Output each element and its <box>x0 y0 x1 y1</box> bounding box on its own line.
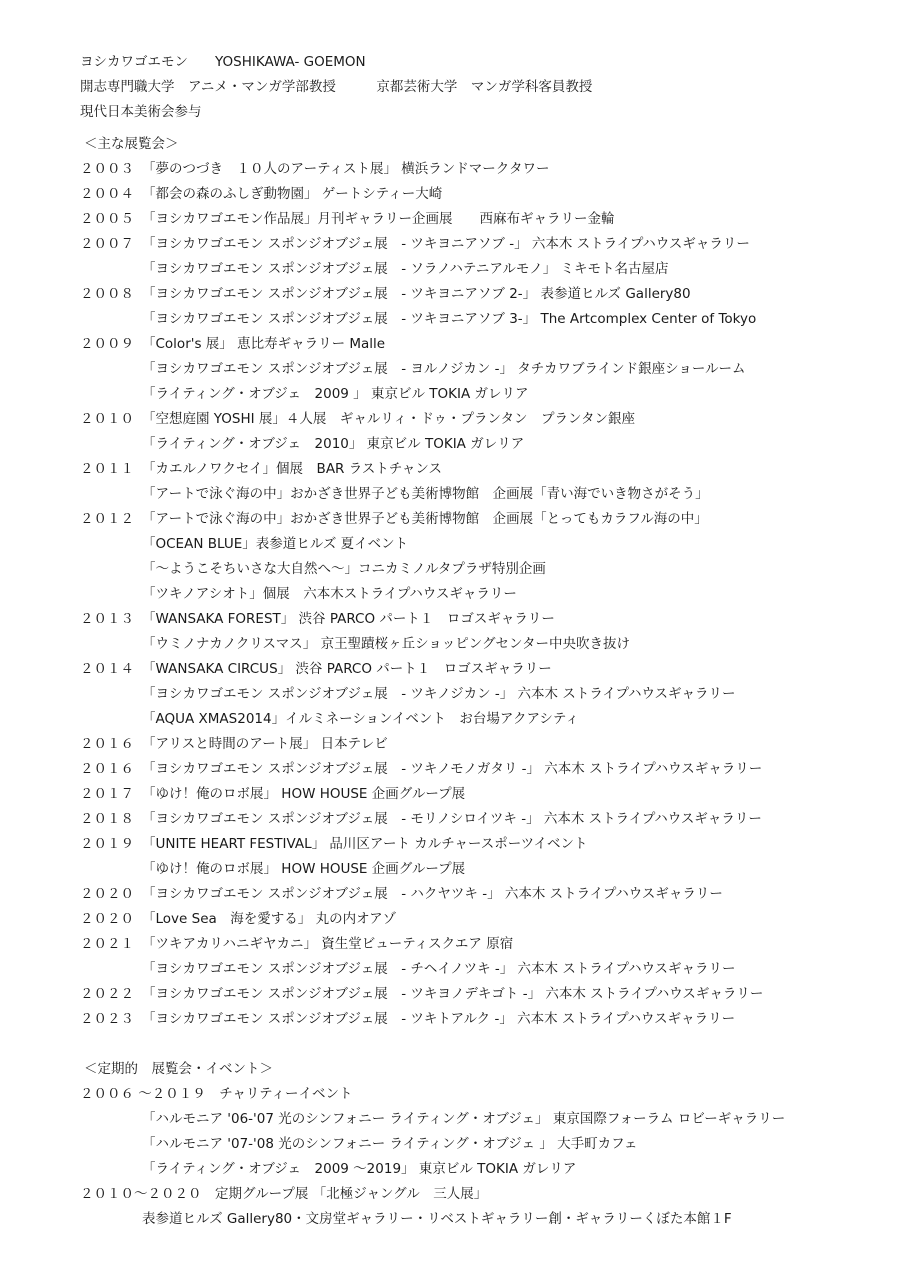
exhibition-text: 「UNITE HEART FESTIVAL」 品川区アート カルチャースポーツイベント <box>142 836 588 852</box>
exhibition-text: 「ライティング・オブジェ 2009 」 東京ビル TOKIA ガレリア <box>142 386 529 402</box>
exhibition-text: 「ゆけ！俺のロボ展」 HOW HOUSE 企画グループ展 <box>142 861 466 877</box>
exhibition-entry <box>80 882 763 907</box>
exhibition-text: 「ヨシカワゴエモン作品展」月刊ギャラリー企画展 西麻布ギャラリー金輪 <box>142 211 615 227</box>
artist-name: ヨシカワゴエモン YOSHIKAWA- GOEMON <box>80 54 366 70</box>
exhibition-text: 「都会の森のふしぎ動物園」 ゲートシティー大崎 <box>142 186 443 202</box>
exhibition-text: 「ヨシカワゴエモン スポンジオブジェ展 - ツキノモノガタリ -」 六本木 ストライプハウスギャラリー <box>142 761 763 777</box>
exhibition-entry <box>80 757 763 782</box>
exhibition-year <box>80 557 142 582</box>
exhibition-year <box>80 707 142 732</box>
exhibitions-list <box>80 157 763 1032</box>
exhibition-text: 「アートで泳ぐ海の中」おかざき世界子ども美術博物館 企画展「青い海でいき物さがそう」 <box>142 486 709 502</box>
exhibition-text: 「空想庭園 YOSHI 展」４人展 ギャルリィ・ドゥ・プランタン プランタン銀座 <box>142 411 635 427</box>
exhibition-year <box>80 857 142 882</box>
exhibition-entry <box>80 307 763 332</box>
exhibition-text: 「ヨシカワゴエモン スポンジオブジェ展 - ヨルノジカン -」 タチカワブラインド銀座ショールーム <box>142 361 746 377</box>
exhibition-text: 「ヨシカワゴエモン スポンジオブジェ展 - モリノシロイツキ -」 六本木 ストライプハウスギャラリー <box>142 811 762 827</box>
exhibition-entry <box>80 432 763 457</box>
exhibition-entry <box>80 207 763 232</box>
exhibition-entry <box>80 507 763 532</box>
exhibition-text: 「アートで泳ぐ海の中」おかざき世界子ども美術博物館 企画展「とってもカラフル海の中」 <box>142 511 708 527</box>
exhibition-year: ２０１３ <box>80 611 134 627</box>
exhibition-entry <box>80 807 763 832</box>
exhibition-year <box>80 482 142 507</box>
exhibition-year: ２０１９ <box>80 836 134 852</box>
exhibition-year: ２００５ <box>80 211 134 227</box>
exhibition-text: 「WANSAKA FOREST」 渋谷 PARCO パート１ ロゴスギャラリー <box>142 611 555 627</box>
exhibitions-title: ＜主な展覧会＞ <box>84 136 179 152</box>
exhibition-year: ２０１７ <box>80 786 134 802</box>
exhibition-text: 「ヨシカワゴエモン スポンジオブジェ展 - チヘイノツキ -」 六本木 ストライプハウスギャラリー <box>142 961 736 977</box>
exhibition-text: 「ヨシカワゴエモン スポンジオブジェ展 - ハクヤツキ -」 六本木 ストライプハウスギャラリー <box>142 886 723 902</box>
exhibition-entry <box>80 182 763 207</box>
exhibition-entry <box>80 407 763 432</box>
exhibition-year <box>80 532 142 557</box>
exhibition-text: 「ヨシカワゴエモン スポンジオブジェ展 - ツキヨニアソブ 3-」 The Artcomplex Center of Tokyo <box>142 311 757 327</box>
exhibition-year: ２０１８ <box>80 811 134 827</box>
exhibition-entry <box>80 232 763 257</box>
exhibition-year <box>80 432 142 457</box>
exhibition-entry <box>80 782 763 807</box>
exhibition-year: ２０１４ <box>80 661 134 677</box>
periodic-line: 「ハルモニア '07-'08 光のシンフォニー ライティング・オブジェ 」 大手町カフェ <box>142 1136 638 1152</box>
exhibition-entry <box>80 382 763 407</box>
exhibition-text: 「夢のつづき １０人のアーティスト展」 横浜ランドマークタワー <box>142 161 550 177</box>
exhibition-year: ２００８ <box>80 286 134 302</box>
periodic-line: 「ハルモニア '06-'07 光のシンフォニー ライティング・オブジェ」 東京国際フォーラム ロビーギャラリー <box>142 1111 786 1127</box>
exhibition-year <box>80 632 142 657</box>
exhibition-entry <box>80 832 763 857</box>
exhibition-year: ２０２１ <box>80 936 134 952</box>
exhibition-text: 「WANSAKA CIRCUS」 渋谷 PARCO パート１ ロゴスギャラリー <box>142 661 552 677</box>
exhibition-text: 「ヨシカワゴエモン スポンジオブジェ展 - ツキトアルク -」 六本木 ストライプハウスギャラリー <box>142 1011 736 1027</box>
exhibition-entry <box>80 682 763 707</box>
exhibition-year: ２００９ <box>80 336 134 352</box>
exhibition-text: 「ヨシカワゴエモン スポンジオブジェ展 - ツキヨニアソブ -」 六本木 ストライプハウスギャラリー <box>142 236 750 252</box>
exhibition-year: ２０１６ <box>80 761 134 777</box>
exhibition-entry <box>80 157 763 182</box>
exhibition-year: ２０２２ <box>80 986 134 1002</box>
exhibition-entry <box>80 1007 763 1032</box>
exhibition-entry <box>80 657 763 682</box>
exhibition-entry <box>80 607 763 632</box>
exhibition-entry <box>80 482 763 507</box>
exhibition-year <box>80 307 142 332</box>
exhibition-year: ２００４ <box>80 186 134 202</box>
exhibition-year: ２０１６ <box>80 736 134 752</box>
exhibition-year: ２０１１ <box>80 461 134 477</box>
exhibitions-section <box>80 132 763 1032</box>
exhibition-entry <box>80 932 763 957</box>
exhibition-year: ２００７ <box>80 236 134 252</box>
exhibition-entry <box>80 982 763 1007</box>
exhibition-year <box>80 257 142 282</box>
periodic-line: 「ライティング・オブジェ 2009 〜2019」 東京ビル TOKIA ガレリア <box>142 1161 577 1177</box>
exhibition-year: ２０２０ <box>80 911 134 927</box>
exhibition-text: 「ヨシカワゴエモン スポンジオブジェ展 - ツキヨニアソブ 2-」 表参道ヒルズ Gallery80 <box>142 286 691 302</box>
exhibition-text: 「〜ようこそちいさな大自然へ〜」コニカミノルタプラザ特別企画 <box>142 561 546 577</box>
exhibition-entry <box>80 282 763 307</box>
periodic-line: ２０１０〜２０２０ 定期グループ展 「北極ジャングル 三人展」 <box>80 1186 488 1202</box>
exhibition-entry <box>80 732 763 757</box>
exhibition-entry <box>80 707 763 732</box>
exhibition-entry <box>80 957 763 982</box>
periodic-line: 表参道ヒルズ Gallery80・文房堂ギャラリー・リベストギャラリー創・ギャラリーくぼた本館１F <box>142 1211 732 1227</box>
exhibition-text: 「ヨシカワゴエモン スポンジオブジェ展 - ツキヨノデキゴト -」 六本木 ストライプハウスギャラリー <box>142 986 764 1002</box>
exhibition-text: 「Color's 展」 恵比寿ギャラリー Malle <box>142 336 386 352</box>
exhibition-year: ２０１０ <box>80 411 134 427</box>
exhibition-year: ２００３ <box>80 161 134 177</box>
exhibition-text: 「アリスと時間のアート展」 日本テレビ <box>142 736 388 752</box>
exhibition-text: 「ウミノナカノクリスマス」 京王聖蹟桜ヶ丘ショッピングセンター中央吹き抜け <box>142 636 630 652</box>
exhibition-year <box>80 682 142 707</box>
exhibition-entry <box>80 632 763 657</box>
artist-header <box>80 50 592 125</box>
artist-membership: 現代日本美術会参与 <box>80 104 202 120</box>
exhibition-text: 「ヨシカワゴエモン スポンジオブジェ展 - ソラノハテニアルモノ」 ミキモト名古屋店 <box>142 261 669 277</box>
exhibition-year <box>80 957 142 982</box>
exhibition-year: ２０１２ <box>80 511 134 527</box>
exhibition-year: ２０２０ <box>80 886 134 902</box>
exhibition-text: 「Love Sea 海を愛する」 丸の内オアゾ <box>142 911 397 927</box>
exhibition-entry <box>80 332 763 357</box>
exhibition-entry <box>80 357 763 382</box>
periodic-title: ＜定期的 展覧会・イベント＞ <box>84 1061 273 1077</box>
exhibition-entry <box>80 857 763 882</box>
exhibition-text: 「カエルノワクセイ」個展 BAR ラストチャンス <box>142 461 443 477</box>
artist-affiliation: 開志専門職大学 アニメ・マンガ学部教授 京都芸術大学 マンガ学科客員教授 <box>80 79 593 95</box>
exhibition-year <box>80 357 142 382</box>
exhibition-year: ２０２３ <box>80 1011 134 1027</box>
exhibition-year <box>80 582 142 607</box>
exhibition-text: 「ツキアカリハニギヤカニ」 資生堂ビューティスクエア 原宿 <box>142 936 514 952</box>
exhibition-entry <box>80 532 763 557</box>
exhibition-text: 「ゆけ！俺のロボ展」 HOW HOUSE 企画グループ展 <box>142 786 466 802</box>
exhibition-entry <box>80 557 763 582</box>
periodic-section <box>80 1057 785 1232</box>
periodic-line: ２００６ 〜２０１９ チャリティーイベント <box>80 1086 353 1102</box>
exhibition-text: 「OCEAN BLUE」表参道ヒルズ 夏イベント <box>142 536 409 552</box>
exhibition-text: 「ライティング・オブジェ 2010」 東京ビル TOKIA ガレリア <box>142 436 525 452</box>
exhibition-text: 「AQUA XMAS2014」イルミネーションイベント お台場アクアシティ <box>142 711 579 727</box>
exhibition-entry <box>80 457 763 482</box>
exhibition-entry <box>80 907 763 932</box>
exhibition-year <box>80 382 142 407</box>
periodic-list <box>80 1082 785 1232</box>
exhibition-text: 「ヨシカワゴエモン スポンジオブジェ展 - ツキノジカン -」 六本木 ストライプハウスギャラリー <box>142 686 736 702</box>
exhibition-entry <box>80 257 763 282</box>
exhibition-entry <box>80 582 763 607</box>
exhibition-text: 「ツキノアシオト」個展 六本木ストライプハウスギャラリー <box>142 586 517 602</box>
